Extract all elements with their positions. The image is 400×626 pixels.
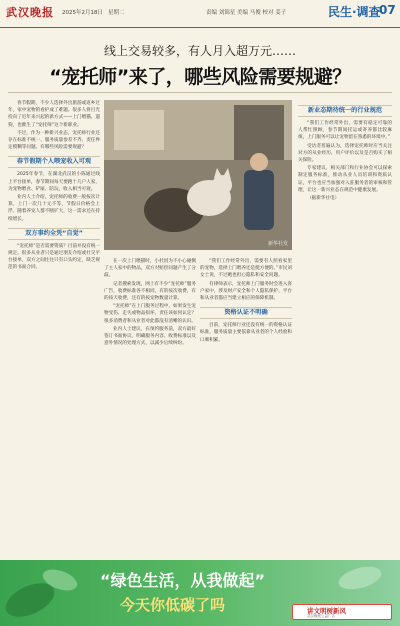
paragraph: 受访者普遍认为，选择宠托师时应当关注对方的从业经历、用户评价以及是否购买了相关保险。 [298, 143, 392, 164]
article-kicker: 线上交易较多，有人月入超万元…… [103, 44, 296, 58]
page-number: 07 [379, 3, 396, 17]
paragraph: 业内人士建议，在预约服务前，双方最好签订书面协议，明确服务内容、收费标准以及意外情况的处理方式，以减少后续纠纷。 [104, 326, 196, 347]
ad-slogan: “绿色生活，从我做起” [100, 571, 266, 590]
article-headline: “宠托师”来了，哪些风险需要规避？ [49, 66, 351, 88]
paragraph: 不过，作为一种新兴业态，宠托师行业还存在标准不统一、服务质量参差不齐、责任界定模糊等问题。有哪些风险需要规避？ [8, 130, 100, 151]
subheading: 新业态期待统一的行业规范 [298, 105, 392, 117]
paragraph: （据新华社电） [307, 196, 340, 202]
section-title: 民生·调查 [328, 5, 381, 19]
photo-credit: 新华社发 [267, 241, 288, 247]
paragraph: 在一次上门喂猫时，小杜因为不小心碰倒了主人家中的物品，双方对赔偿问题产生了分歧。 [104, 259, 196, 279]
article-column-1 [8, 100, 100, 555]
paragraph: 业内人士介绍，宠托师的收费一般按次计算，上门一次几十元不等，节假日价格会上浮。随着养宠人群不断扩大，这一需求还在持续增长。 [8, 195, 100, 222]
subheading: 双方事约全凭“自觉” [8, 228, 100, 240]
public-service-ad [0, 560, 400, 626]
article-column-2 [104, 258, 196, 555]
paragraph: “宠托师”在上门服务过程中，如果发生宠物受伤、走失或物品损坏，责任该如何认定？很多消费者和从业者对此都没有清晰的认识。 [104, 304, 196, 324]
article-column-3 [200, 258, 292, 555]
ad-question: 今天你低碳了吗 [120, 596, 226, 614]
editor-credits: 责编 刘锦星 美编 马俊 校对 姜子 [206, 10, 287, 16]
pet-sitter-photo-illustration [104, 100, 292, 250]
ad-badge [292, 604, 392, 620]
article-photo [104, 100, 292, 250]
paragraph: “我们工作经常外出，需要有稳定可靠的人帮忙照顾，春节期间托运或寄养都比较麻烦，上门服务可以让宠物留在熟悉的环境中。” [298, 121, 392, 141]
masthead-bar [0, 0, 400, 28]
paragraph: 记者搜索发现，网上有不少“宠托师”服务广告，收费标准各不相同。有的按次收费，有的按天收费，还有的按宠物数量计算。 [104, 281, 196, 302]
paragraph: “我们工作经常外出，需要有人照看家里的宠物，选择上门喂养还是挺方便的。”市民刘女士说，不过她也担心隐私和安全问题。 [200, 259, 292, 279]
issue-date: 2025年2月18日 [62, 10, 103, 16]
paragraph: 春节假期，不少人选择外出旅游或返乡过年，家中宠物的看护成了难题。很多人将目光投向了近年来兴起的新方式——上门喂猫、遛狗，也催生了“宠托师”这个新职业。 [8, 101, 100, 128]
newspaper-logo: 武汉晚报 [6, 6, 54, 19]
paragraph: 目前，宠托师行业还没有统一的资格认证标准，服务质量主要依靠从业者的个人经验和口碑积累。 [200, 323, 292, 343]
subheading: 春节假期个人喂宠收入可观 [8, 156, 100, 168]
ad-badge-title: 讲文明树新风 [307, 607, 346, 615]
paragraph: “宠托师”是否需要资质？目前并没有统一规定。很多从业者只是通过朋友介绍或社交平台接单，双方之间往往只有口头约定，缺乏规范的书面合同。 [8, 243, 100, 271]
paragraph: 专家建议，相关部门和行业协会可以探索制定服务标准，推动从业人员培训和资质认证，平台也应当加强对入驻服务者的审核和管理，让这一新兴业态在规范中健康发展。 [298, 166, 392, 193]
headline-divider [8, 92, 392, 93]
issue-weekday: 星期二 [108, 10, 125, 16]
paragraph: 有律师表示，宠托师上门服务时会进入客户家中，涉及财产安全和个人隐私保护，平台和从业者都应当建立相应的保障机制。 [200, 281, 292, 302]
ad-badge-subtitle: 武汉晚报公益广告 [307, 614, 335, 618]
subheading: 资格认证不明确 [200, 307, 292, 319]
article-column-4 [298, 100, 392, 555]
paragraph: 2025年春节，在湖北武汉的小陈通过线上平台接单，春节期间每天要跑十几户人家，为宠物喂食、铲屎、陪玩，收入相当可观。 [8, 172, 100, 192]
